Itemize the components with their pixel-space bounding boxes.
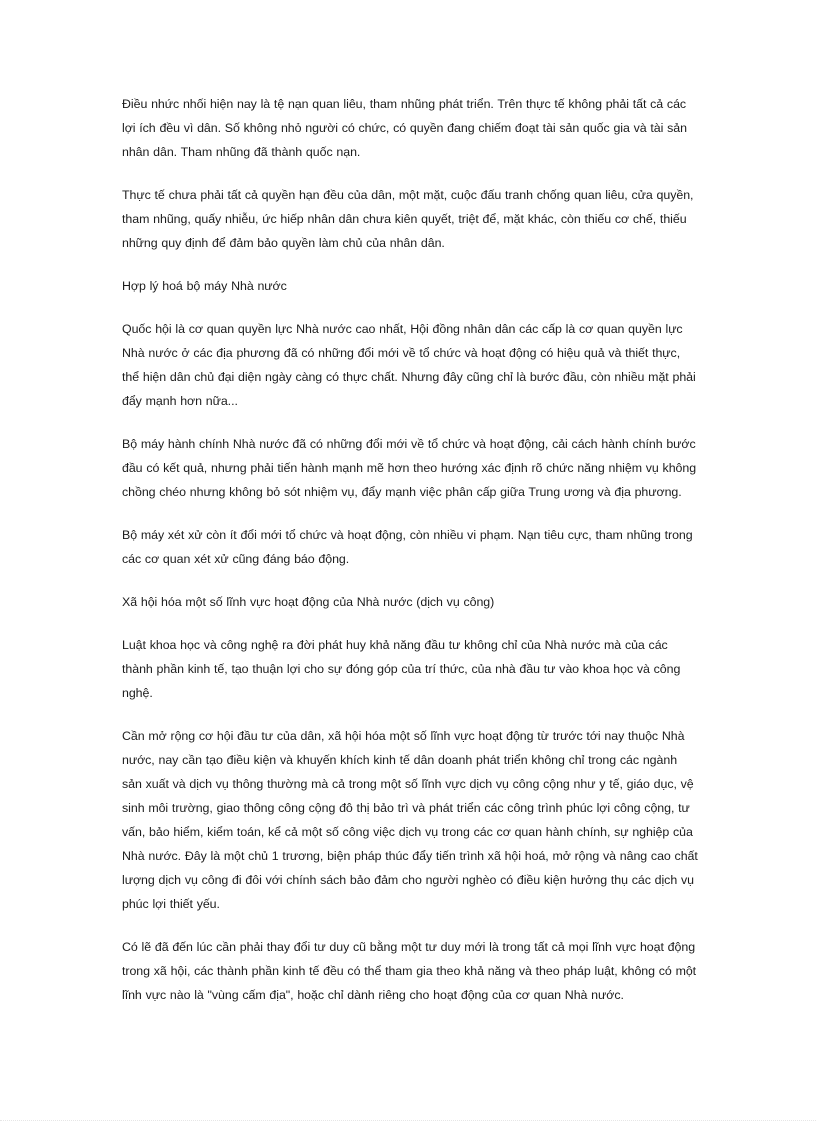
section-heading: Hợp lý hoá bộ máy Nhà nước (122, 279, 287, 293)
paragraph: Bộ máy xét xử còn ít đổi mới tổ chức và hoạt động, còn nhiều vi phạm. Nạn tiêu cực, tham nhũng trong các cơ quan xét xử cũng đáng báo động. (122, 528, 693, 566)
paragraph: Có lẽ đã đến lúc cần phải thay đổi tư duy cũ bằng một tư duy mới là trong tất cả mọi lĩnh vực hoạt động trong xã hội, các thành phần kinh tế đều có thể tham gia theo khả năng và theo pháp luật, không có một lĩnh vực nào là "vùng cấm địa", hoặc chỉ dành riêng cho hoạt động của cơ quan Nhà nước. (122, 940, 697, 1002)
paragraph: Bộ máy hành chính Nhà nước đã có những đổi mới về tổ chức và hoạt động, cải cách hành chính bước đầu có kết quả, nhưng phải tiến hành mạnh mẽ hơn theo hướng xác định rõ chức năng nhiệm vụ không chồng chéo nhưng không bỏ sót nhiệm vụ, đẩy mạnh việc phân cấp giữa Trung ương và địa phương. (122, 437, 697, 499)
document-body (122, 92, 698, 1026)
paragraph: Quốc hội là cơ quan quyền lực Nhà nước cao nhất, Hội đồng nhân dân các cấp là cơ quan quyền lực Nhà nước ở các địa phương đã có những đổi mới về tổ chức và hoạt động có hiệu quả và thiết thực, thể hiện dân chủ đại diện ngày càng có thực chất. Nhưng đây cũng chỉ là bước đầu, còn nhiều mặt phải đẩy mạnh hơn nữa... (122, 322, 696, 408)
paragraph: Cần mở rộng cơ hội đầu tư của dân, xã hội hóa một số lĩnh vực hoạt động từ trước tới nay thuộc Nhà nước, nay cần tạo điều kiện và khuyến khích kinh tế dân doanh phát triển không chỉ trong các ngành sản xuất và dịch vụ thông thường mà cả trong một số lĩnh vực dịch vụ công cộng như y tế, giáo dục, vệ sinh môi trường, giao thông công cộng đô thị bảo trì và phát triển các công trình phúc lợi công cộng, tư vấn, bảo hiểm, kiểm toán, kể cả một số công việc dịch vụ trong các cơ quan hành chính, sự nghiệp của Nhà nước. Đây là một chủ 1 trương, biện pháp thúc đẩy tiến trình xã hội hoá, mở rộng và nâng cao chất lượng dịch vụ công đi đôi với chính sách bảo đảm cho người nghèo có điều kiện hưởng thụ các dịch vụ phúc lợi thiết yếu. (122, 729, 698, 911)
section-heading: Xã hội hóa một số lĩnh vực hoạt động của Nhà nước (dịch vụ công) (122, 595, 495, 609)
paragraph: Điều nhức nhối hiện nay là tệ nạn quan liêu, tham nhũng phát triển. Trên thực tế không phải tất cả các lợi ích đều vì dân. Số không nhỏ người có chức, có quyền đang chiếm đoạt tài sản quốc gia và tài sản nhân dân. Tham nhũng đã thành quốc nạn. (122, 97, 687, 159)
page-bottom-divider (0, 1120, 816, 1121)
paragraph: Thực tế chưa phải tất cả quyền hạn đều của dân, một mặt, cuộc đấu tranh chống quan liêu, cửa quyền, tham nhũng, quấy nhiễu, ức hiếp nhân dân chưa kiên quyết, triệt để, mặt khác, còn thiếu cơ chế, thiếu những quy định để đảm bảo quyền làm chủ của nhân dân. (122, 188, 694, 250)
paragraph: Luật khoa học và công nghệ ra đời phát huy khả năng đầu tư không chỉ của Nhà nước mà của các thành phần kinh tế, tạo thuận lợi cho sự đóng góp của trí thức, của nhà đầu tư vào khoa học và công nghệ. (122, 638, 681, 700)
